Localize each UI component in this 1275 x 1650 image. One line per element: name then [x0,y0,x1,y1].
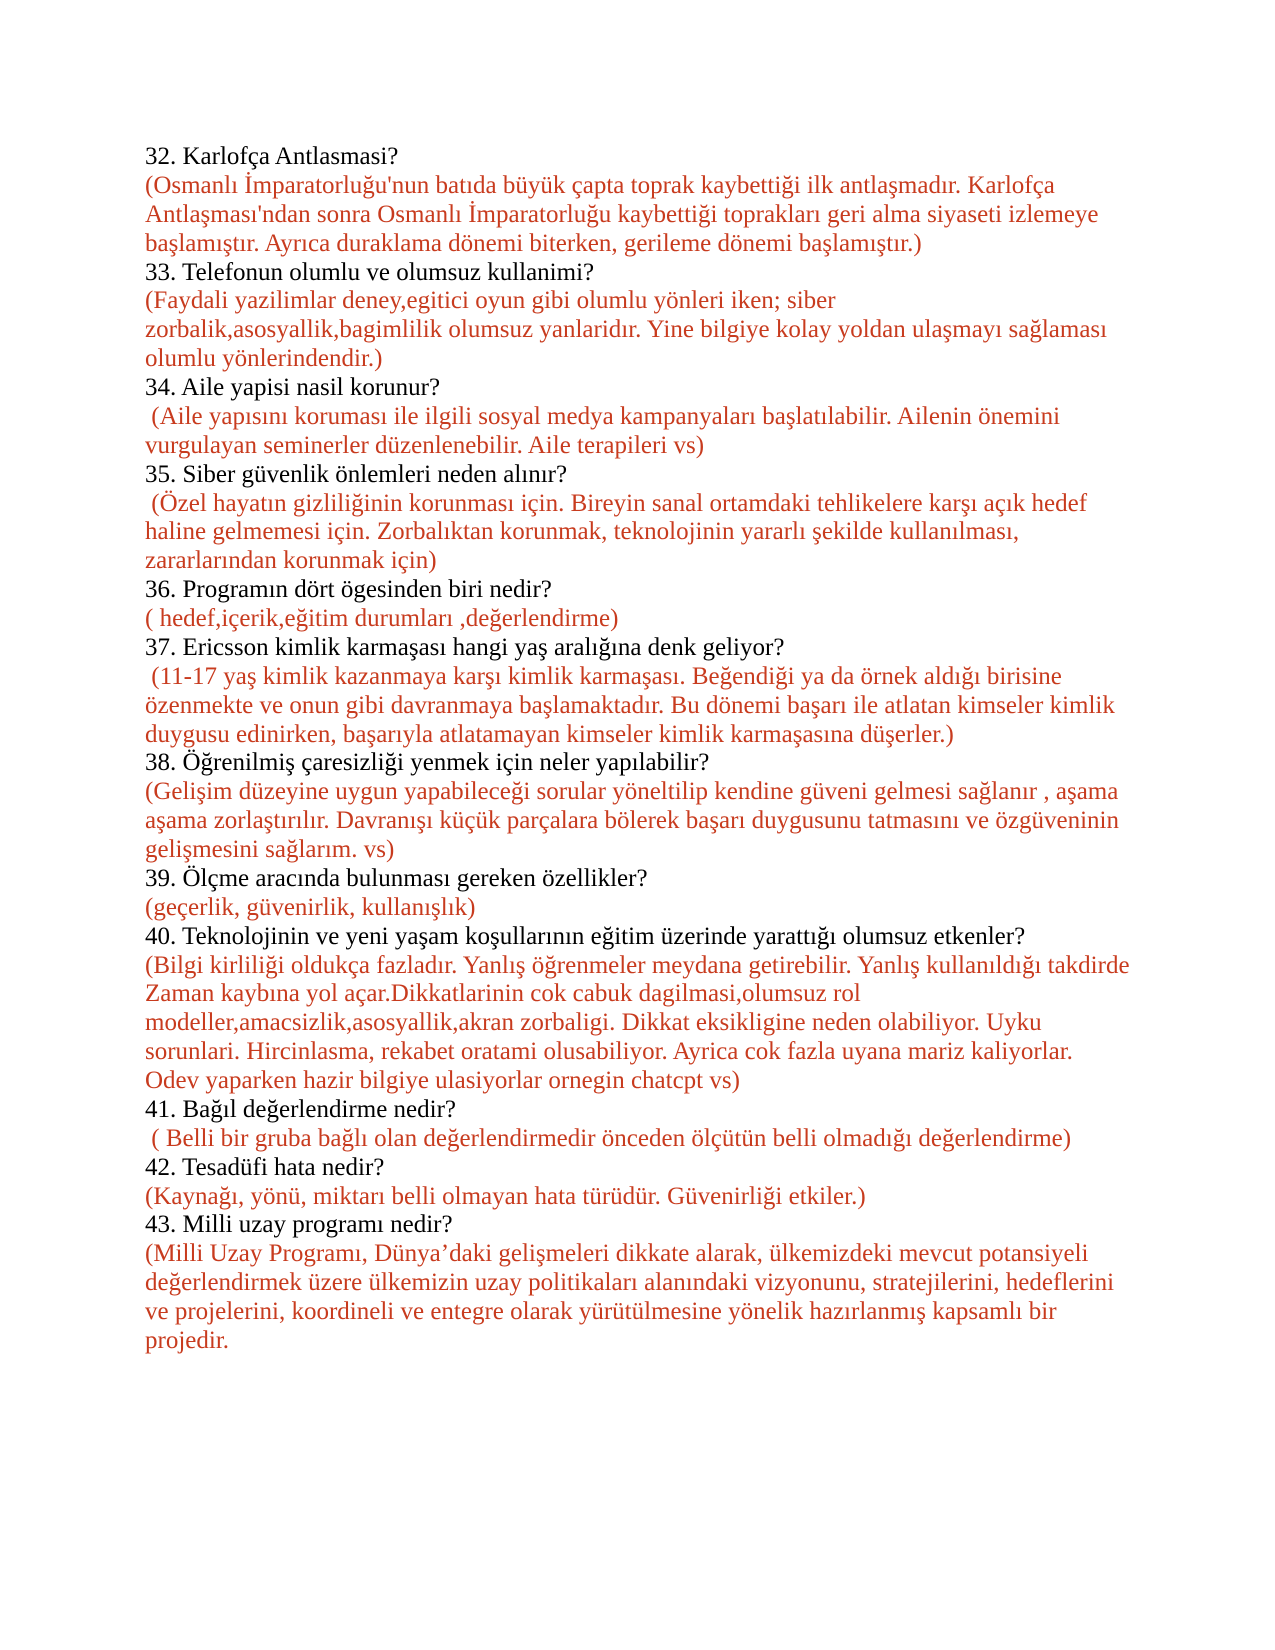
question-41: 41. Bağıl değerlendirme nedir? [145,1095,456,1123]
question-36: 36. Programın dört ögesinden biri nedir? [145,576,552,604]
answer-35: (Özel hayatın gizliliğinin korunması için. Bireyin sanal ortamdaki tehlikelere karşı açık hedef haline gelmemesi için. Zorbalıktan korunmak, teknolojinin yararlı şekilde kullanılması, zararlarından korunmak için) [145,489,1094,575]
question-37: 37. Ericsson kimlik karmaşası hangi yaş aralığına denk geliyor? [145,633,785,661]
answer-36: ( hedef,içerik,eğitim durumları ,değerlendirme) [145,605,619,632]
question-39: 39. Ölçme aracında bulunması gereken özellikler? [145,864,648,892]
answer-37: (11-17 yaş kimlik kazanmaya karşı kimlik karmaşası. Beğendiği ya da örnek aldığı birisine özenmekte ve onun gibi davranmaya başlamaktadır. Bu dönemi başarı ile atlatan kimseler kimlik duygusu edinirken, başarıyla atlatamayan kimseler kimlik karmaşasına düşerler.) [145,662,1122,748]
answer-40: (Bilgi kirliliği oldukça fazladır. Yanlış öğrenmeler meydana getirebilir. Yanlış kullanıldığı takdirde Zaman kaybına yol açar.Dikkatlarinin cok cabuk dagilmasi,olumsuz rol modeller,amacsizlik,asosyallik,akran zorbaligi. Dikkat eksikligine neden olabiliyor. Uyku sorunlari. Hircinlasma, rekabet oratami olusabiliyor. Ayrica cok fazla uyana mariz kaliyorlar. Odev yaparken hazir bilgiye ulasiyorlar ornegin chatcpt vs) [145,951,1136,1094]
answer-39: (geçerlik, güvenirlik, kullanışlık) [145,893,476,921]
question-42: 42. Tesadüfi hata nedir? [145,1153,385,1181]
answer-42: (Kaynağı, yönü, miktarı belli olmayan hata türüdür. Güvenirliği etkiler.) [145,1182,866,1210]
answer-34: (Aile yapısını koruması ile ilgili sosyal medya kampanyaları başlatılabilir. Ailenin önemini vurgulayan seminerler düzenlenebilir. Aile terapileri vs) [145,402,1067,459]
question-34: 34. Aile yapisi nasil korunur? [145,374,441,401]
question-33: 33. Telefonun olumlu ve olumsuz kullanimi? [145,258,595,286]
answer-38: (Gelişim düzeyine uygun yapabileceği sorular yöneltilip kendine güveni gelmesi sağlanır , aşama aşama zorlaştırılır. Davranışı küçük parçalara bölerek başarı duygusunu tatmasını ve özgüveninin gelişmesini sağlarım. vs) [145,778,1126,863]
question-38: 38. Öğrenilmiş çaresizliği yenmek için neler yapılabilir? [145,749,710,777]
question-43: 43. Milli uzay programı nedir? [145,1211,453,1239]
answer-41: ( Belli bir gruba bağlı olan değerlendirmedir önceden ölçütün belli olmadığı değerlendirme) [145,1124,1072,1152]
question-35: 35. Siber güvenlik önlemleri neden alınır? [145,460,568,488]
question-32: 32. Karlofça Antlasmasi? [145,143,399,170]
answer-43: (Milli Uzay Programı, Dünya’daki gelişmeleri dikkate alarak, ülkemizdeki mevcut potansiyeli değerlendirmek üzere ülkemizin uzay politikaları alanındaki vizyonunu, stratejilerini, hedeflerini ve projelerini, koordineli ve entegre olarak yürütülmesine yönelik hazırlanmış kapsamlı bir projedir. [145,1240,1121,1354]
answer-32: (Osmanlı İmparatorluğu'nun batıda büyük çapta toprak kaybettiği ilk antlaşmadır. Karlofça Antlaşması'ndan sonra Osmanlı İmparatorluğu kaybettiği toprakları geri alma siyaseti izlemeye başlamıştır. Ayrıca duraklama dönemi biterken, gerileme dönemi başlamıştır.) [145,171,1105,257]
answer-33: (Faydali yazilimlar deney,egitici oyun gibi olumlu yönleri iken; siber zorbalik,asosyallik,bagimlilik olumsuz yanlaridır. Yine bilgiye kolay yoldan ulaşmayı sağlaması olumlu yönlerindendir.) [145,287,1114,373]
question-40: 40. Teknolojinin ve yeni yaşam koşullarının eğitim üzerinde yarattığı olumsuz etkenler? [145,922,1026,950]
